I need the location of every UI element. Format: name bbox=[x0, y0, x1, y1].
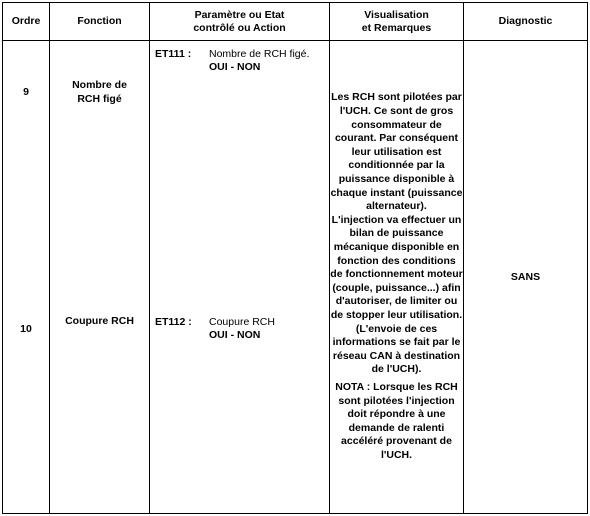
header-visualisation-line1: Visualisation bbox=[364, 8, 429, 21]
header-visualisation bbox=[330, 3, 464, 41]
fonction-row-9-line1: Nombre de bbox=[72, 79, 127, 91]
header-parametre bbox=[150, 3, 330, 41]
parametre-cell bbox=[150, 41, 330, 514]
fonction-cell bbox=[50, 41, 150, 514]
param-code-et112: ET112 : bbox=[155, 316, 192, 328]
ordre-row-9: 9 bbox=[23, 86, 29, 98]
header-row bbox=[3, 3, 588, 41]
fonction-row-9-line2: RCH figé bbox=[77, 93, 122, 105]
table-row bbox=[3, 41, 588, 514]
header-parametre-line1: Paramètre ou Etat bbox=[194, 8, 285, 21]
param-code-et111: ET111 : bbox=[155, 48, 192, 60]
fonction-row-10: Coupure RCH bbox=[65, 315, 134, 327]
diagnostic-table bbox=[2, 2, 588, 514]
remarks-cell bbox=[330, 41, 464, 514]
header-fonction: Fonction bbox=[50, 3, 150, 41]
header-visualisation-line2: et Remarques bbox=[361, 21, 432, 34]
param-value-et111: OUI - NON bbox=[209, 61, 261, 73]
remarks-paragraph-4: NOTA : Lorsque les RCH sont pilotées l'injection doit répondre à une demande de ralenti accéléré provenant de l'UCH. bbox=[335, 380, 458, 461]
ordre-cell bbox=[3, 41, 50, 514]
header-diagnostic: Diagnostic bbox=[464, 3, 588, 41]
ordre-row-10: 10 bbox=[20, 323, 32, 335]
header-parametre-line2: contrôlé ou Action bbox=[193, 21, 286, 34]
remarks-paragraph-1: Les RCH sont pilotées par l'UCH. Ce sont de gros consommateur de courant. Par conséquent leur utilisation est conditionnée par la puissance disponible à chaque instant (puissance alternateur). bbox=[330, 91, 463, 213]
param-text-et112: Coupure RCH bbox=[209, 316, 275, 328]
header-ordre: Ordre bbox=[3, 3, 50, 41]
remarks-paragraph-3: (L'envoie de ces informations se fait par le réseau CAN à destination de l'UCH). bbox=[332, 322, 461, 376]
param-text-et111: Nombre de RCH figé. bbox=[209, 48, 310, 60]
remarks-paragraph-2: L'injection va effectuer un bilan de puissance mécanique disponible en fonction des conditions de fonctionnement moteur (couple, puissance...) afin d'autoriser, de limiter ou de stopper leur utilisation. bbox=[330, 213, 463, 321]
param-value-et112: OUI - NON bbox=[209, 329, 261, 341]
diagnostic-cell: SANS bbox=[464, 41, 588, 514]
